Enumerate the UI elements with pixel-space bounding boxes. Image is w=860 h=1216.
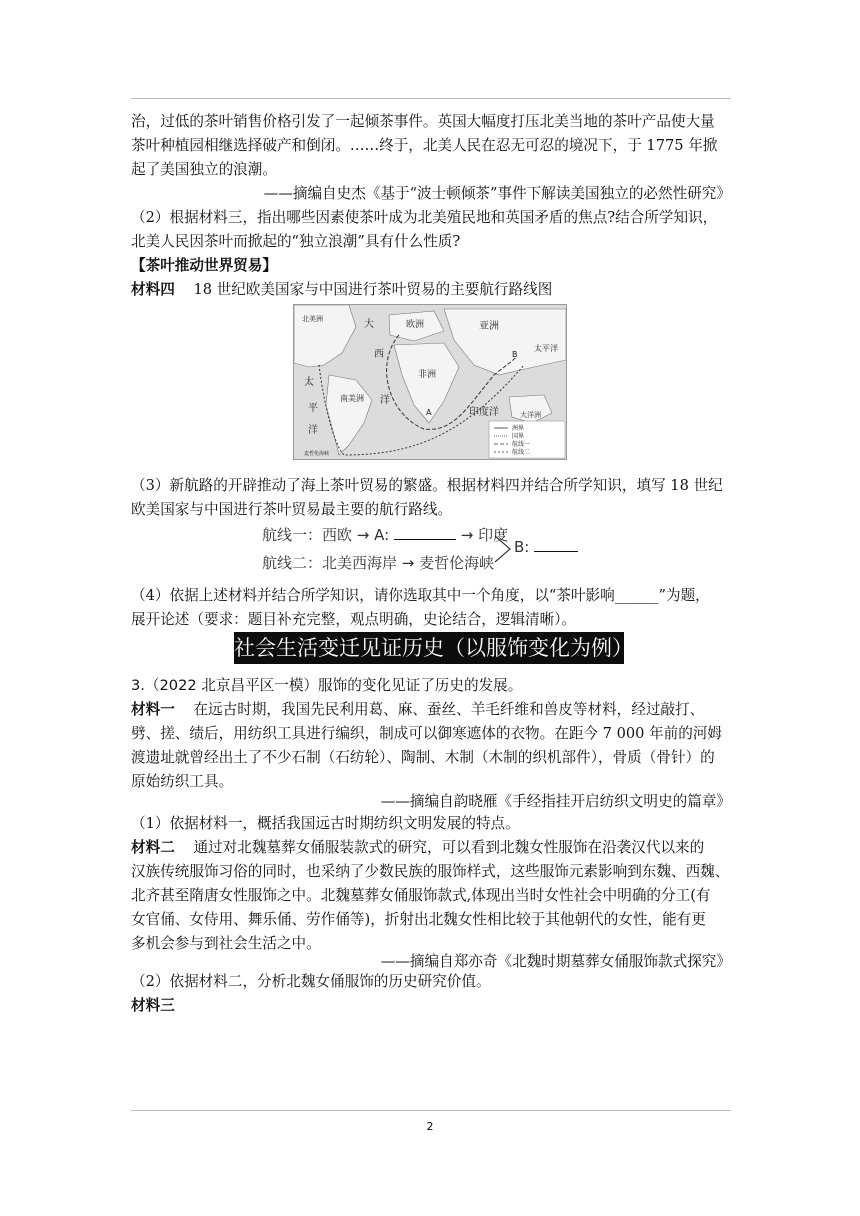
map-label-pacific-ping: 平 — [308, 403, 318, 414]
question-heading: 3.（2022 北京昌平区一模）服饰的变化见证了历史的发展。 — [131, 677, 523, 694]
arrow-icon: → — [401, 554, 415, 572]
map-legend — [489, 421, 565, 458]
section-banner: 社会生活变迁见证历史（以服饰变化为例） — [234, 632, 624, 664]
material-4-caption: 18 世纪欧美国家与中国进行茶叶贸易的主要航行路线图 — [193, 281, 553, 298]
map-label-oceania: 大洋洲 — [520, 411, 541, 419]
map-point-a: A — [426, 408, 432, 417]
question-1: （1）依据材料一，概括我国远古时期纺织文明发展的特点。 — [131, 815, 520, 832]
map-point-b: B — [512, 350, 518, 359]
question-3-cont: 欧美国家与中国进行茶叶贸易最主要的航行路线。 — [131, 501, 453, 518]
map-label-west: 西 — [374, 349, 384, 360]
legend-item: 国界 — [512, 433, 525, 440]
source-citation: ——摘编自郑亦奇《北魏时期墓葬女俑服饰款式探究》 — [380, 953, 731, 970]
question-2-cont: 北美人民因茶叶而掀起的“独立浪潮”具有什么性质? — [131, 233, 461, 250]
page-number: 2 — [426, 1120, 434, 1133]
text-line: 渡遗址就曾经出土了不少石制（石纺轮）、陶制、木制（木制的织机部件），骨质（骨针）的 — [131, 749, 715, 766]
answer-blank-b[interactable] — [534, 551, 578, 552]
route-one-a: A: — [374, 526, 390, 544]
question-3: （3）新航路的开辟推动了海上茶叶贸易的繁盛。根据材料四并结合所学知识，填写 18 世纪 — [131, 477, 723, 494]
section-title: 【茶叶推动世界贸易】 — [131, 257, 277, 274]
arrow-icon: → — [356, 526, 370, 544]
map-label-africa: 非洲 — [418, 370, 437, 380]
route-fill-diagram — [262, 522, 592, 576]
material-2-line — [131, 836, 731, 860]
text-line: 劈、搓、绩后，用纺织工具进行编织，制成可以御寒遮体的衣物。在距今 7 000 年前的河姆 — [131, 725, 723, 742]
material-label: 材料一 — [131, 701, 175, 718]
source-citation: ——摘编自韵晓雁《手经指挂开启纺织文明史的篇章》 — [380, 793, 731, 810]
answer-blank-a[interactable] — [394, 539, 456, 540]
map-label-north-america: 北美洲 — [302, 315, 323, 323]
question-4-cont: 展开论述（要求：题目补充完整，观点明确，史论结合，逻辑清晰）。 — [131, 611, 577, 628]
legend-item: 航线一 — [512, 441, 531, 448]
legend-item: 洲界 — [512, 425, 525, 432]
route-one-end: 印度 — [478, 526, 509, 544]
route-two-start: 航线二：北美西海岸 — [262, 554, 398, 572]
trade-route-map — [293, 304, 567, 460]
map-label-atlantic: 大 — [364, 319, 374, 330]
material-3-label: 材料三 — [131, 997, 175, 1014]
text-line: 汉族传统服饰习俗的同时，也采纳了少数民族的服饰样式，这些服饰元素影响到东魏、西魏、 — [131, 863, 730, 880]
map-label-indian-ocean: 印度洋 — [469, 407, 499, 418]
text-line: 茶叶种植园相继选择破产和倒闭。……终于，北美人民在忍无可忍的境况下，于 1775 年掀 — [131, 137, 718, 154]
question-2-b: （2）依据材料二，分析北魏女俑服饰的历史研究价值。 — [131, 973, 491, 990]
source-citation: ——摘编自史杰《基于“波士顿倾茶”事件下解读美国独立的必然性研究》 — [263, 185, 731, 202]
text-line: 多机会参与到社会生活之中。 — [131, 935, 321, 952]
text-line: 北齐甚至隋唐女性服饰之中。北魏墓葬女俑服饰款式,体现出当时女性社会中明确的分工(有 — [131, 887, 711, 904]
map-label-pacific-yang: 洋 — [308, 425, 318, 436]
map-label-asia: 亚洲 — [479, 321, 499, 332]
map-label-yang: 洋 — [380, 395, 390, 406]
material-label: 材料二 — [131, 839, 175, 856]
map-label-strait: 麦哲伦海峡 — [304, 451, 330, 457]
route-b: B: — [514, 538, 530, 556]
text-line: 女官俑、女侍用、舞乐俑、劳作俑等)，折射出北魏女性相比较于其他朝代的女性，能有更 — [131, 911, 706, 928]
question-2: （2）根据材料三，指出哪些因素使茶叶成为北美殖民地和英国矛盾的焦点?结合所学知识， — [131, 209, 718, 226]
map-label-pacific-east: 太平洋 — [534, 344, 558, 353]
material-1-line — [131, 698, 731, 722]
map-label-south-america: 南美洲 — [340, 394, 364, 403]
footer-rule — [131, 1110, 731, 1111]
map-label-pacific-tai: 太 — [304, 377, 314, 388]
material-label: 材料四 — [131, 281, 175, 298]
material-1-text: 在远古时期，我国先民利用葛、麻、蚕丝、羊毛纤维和兽皮等材料，经过敲打、 — [193, 701, 705, 718]
material-2-text: 通过对北魏墓葬女俑服装款式的研究，可以看到北魏女性服饰在沿袭汉代以来的 — [193, 839, 705, 856]
route-one-start: 航线一：西欧 — [262, 526, 353, 544]
merge-bracket-icon — [494, 534, 512, 564]
question-4: （4）依据上述材料并结合所学知识，请你选取其中一个角度，以“茶叶影响______”为题， — [131, 587, 710, 604]
text-line: 起了美国独立的浪潮。 — [131, 161, 277, 178]
legend-item: 航线二 — [512, 449, 531, 456]
arrow-icon: → — [460, 526, 474, 544]
text-line: 治，过低的茶叶销售价格引发了一起倾茶事件。英国大幅度打压北美当地的茶叶产品使大量 — [131, 113, 715, 130]
map-label-europe: 欧洲 — [406, 320, 425, 330]
text-line: 原始纺织工具。 — [131, 773, 234, 790]
material-4-heading — [131, 278, 731, 302]
route-two-end: 麦哲伦海峡 — [419, 554, 495, 572]
header-rule — [131, 98, 731, 99]
